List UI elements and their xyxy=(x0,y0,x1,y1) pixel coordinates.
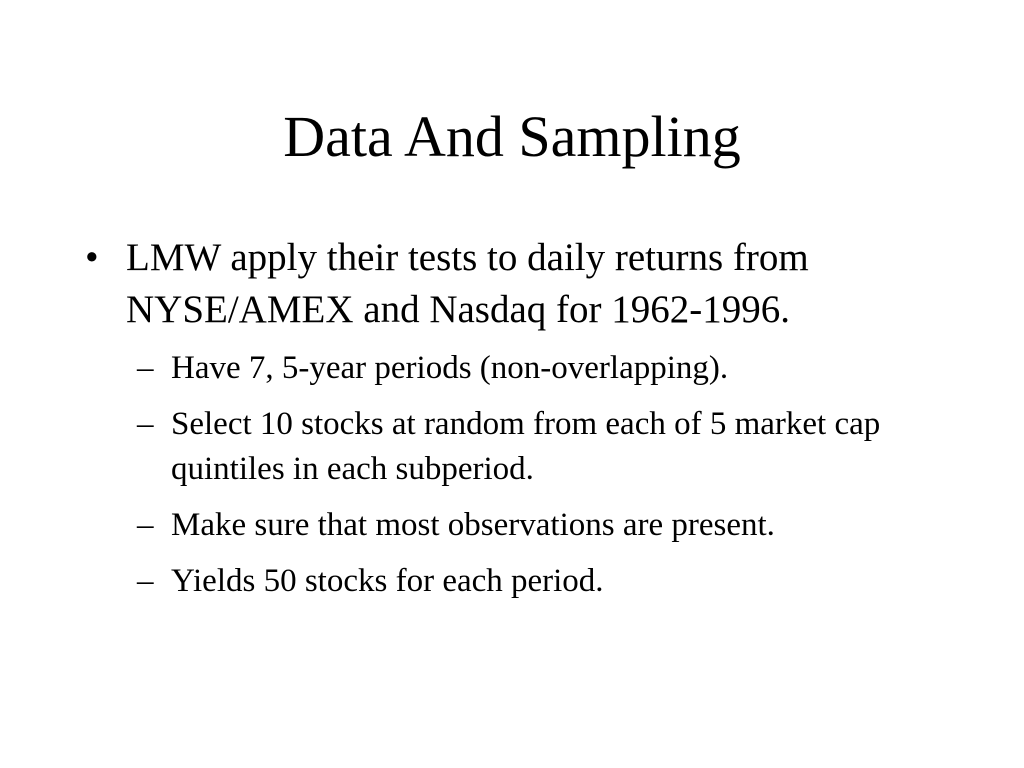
sub-bullet-item xyxy=(85,559,985,604)
bullet-dot-icon: • xyxy=(85,236,99,279)
dash-icon: – xyxy=(137,406,154,442)
slide-title: Data And Sampling xyxy=(283,104,741,169)
main-bullet-text: LMW apply their tests to daily returns from NYSE/AMEX and Nasdaq for 1962-1996. xyxy=(126,236,809,331)
sub-bullet-text: Yields 50 stocks for each period. xyxy=(171,563,604,599)
sub-bullet-item xyxy=(85,402,985,492)
sub-bullet-text: Select 10 stocks at random from each of 5 market cap quintiles in each subperiod. xyxy=(171,406,881,487)
sub-bullet-item xyxy=(85,503,985,548)
sub-bullet-list xyxy=(85,346,985,604)
slide-content xyxy=(85,232,985,615)
dash-icon: – xyxy=(137,563,154,599)
sub-bullet-item xyxy=(85,346,985,391)
main-bullet xyxy=(85,232,985,336)
sub-bullet-text: Make sure that most observations are present. xyxy=(171,507,775,543)
dash-icon: – xyxy=(137,350,154,386)
dash-icon: – xyxy=(137,507,154,543)
sub-bullet-text: Have 7, 5-year periods (non-overlapping). xyxy=(171,350,729,386)
